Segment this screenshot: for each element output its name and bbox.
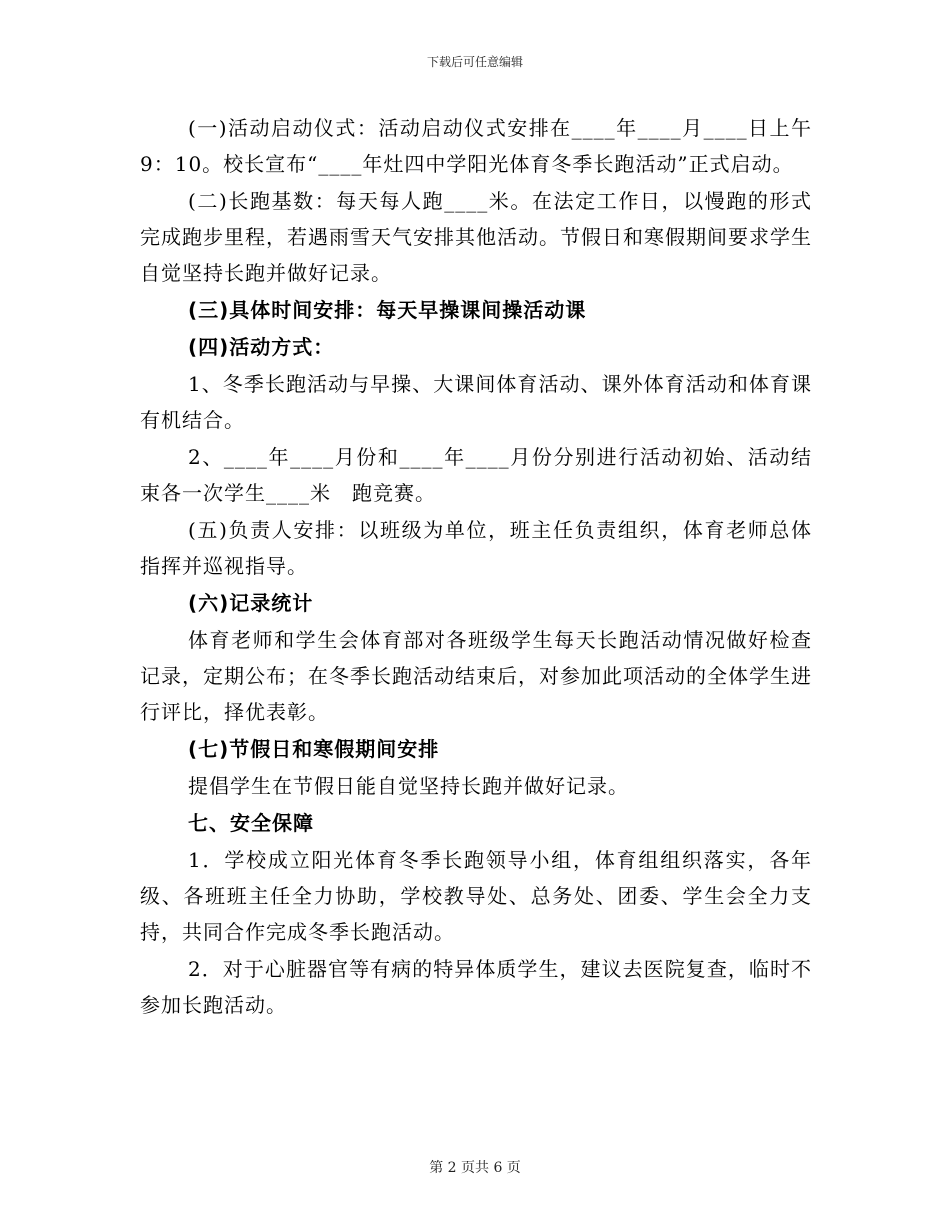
paragraph-2: (二)长跑基数：每天每人跑____米。在法定工作日，以慢跑的形式完成跑步里程，若遇雨雪天气安排其他活动。节假日和寒假期间要求学生自觉坚持长跑并做好记录。 xyxy=(140,189,812,285)
section-heading-schedule: (三)具体时间安排：每天早操课间操活动课 xyxy=(188,298,587,322)
section-heading-records: (六)记录统计 xyxy=(188,591,314,615)
document-body xyxy=(140,110,812,1024)
section-heading-holidays: (七)节假日和寒假期间安排 xyxy=(188,737,440,761)
paragraph-1: (一)活动启动仪式：活动启动仪式安排在____年____月____日上午9：10。校长宣布“____年灶四中学阳光体育冬季长跑活动”正式启动。 xyxy=(140,116,812,176)
page-header: 下载后可任意编辑 xyxy=(426,55,523,69)
paragraph-6: 体育老师和学生会体育部对各班级学生每天长跑活动情况做好检查记录，定期公布；在冬季长跑活动结束后，对参加此项活动的全体学生进行评比，择优表彰。 xyxy=(140,628,812,724)
paragraph-4: 2、____年____月份和____年____月份分别进行活动初始、活动结束各一次学生____米 跑竞赛。 xyxy=(140,445,812,505)
paragraph-3: 1、冬季长跑活动与早操、大课间体育活动、课外体育活动和体育课有机结合。 xyxy=(140,372,812,432)
page-footer: 第 2 页共 6 页 xyxy=(429,1160,521,1176)
paragraph-8: 1．学校成立阳光体育冬季长跑领导小组，体育组组织落实，各年级、各班班主任全力协助，学校教导处、总务处、团委、学生会全力支持，共同合作完成冬季长跑活动。 xyxy=(140,848,812,944)
section-heading-methods: (四)活动方式： xyxy=(188,335,335,359)
section-heading-safety: 七、安全保障 xyxy=(188,811,314,835)
paragraph-7: 提倡学生在节假日能自觉坚持长跑并做好记录。 xyxy=(188,774,629,798)
paragraph-9: 2．对于心脏器官等有病的特异体质学生，建议去医院复查，临时不参加长跑活动。 xyxy=(140,957,812,1017)
paragraph-5: (五)负责人安排：以班级为单位，班主任负责组织，体育老师总体指挥并巡视指导。 xyxy=(140,518,812,578)
